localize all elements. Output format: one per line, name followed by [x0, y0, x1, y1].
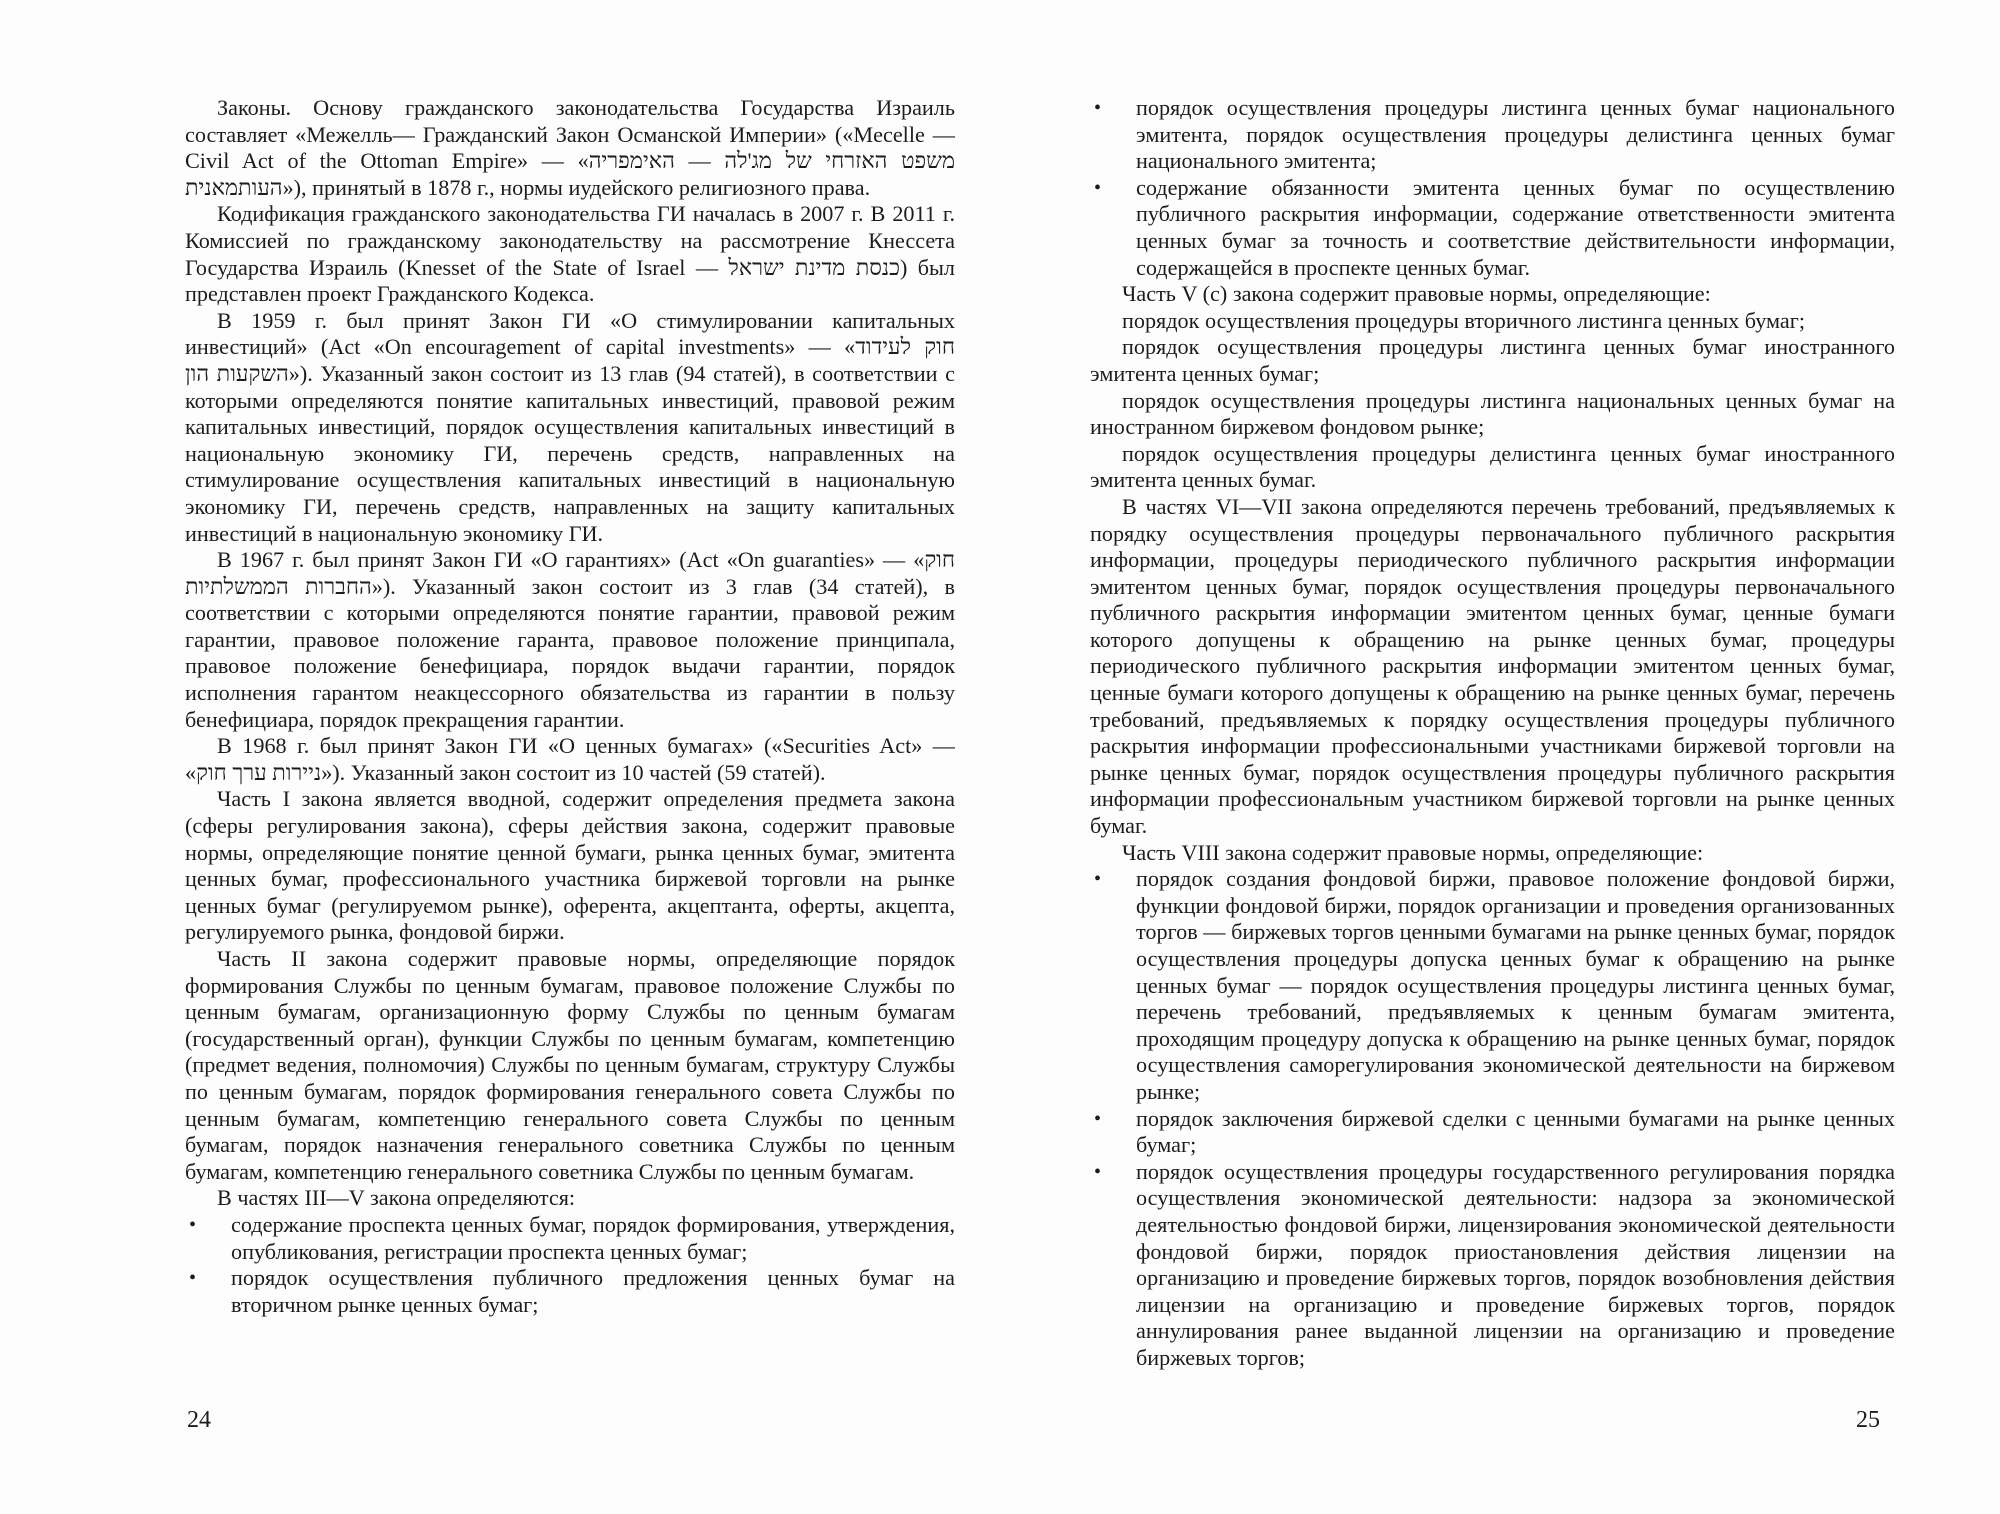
paragraph: В 1959 г. был принят Закон ГИ «О стимулировании капитальных инвестиций» (Act «On encouragement of capital investments» — «חוק לעידוד השקעות הון»). Указанный закон состоит из 13 глав (94 статей), в соответствии с которыми определяются понятие капитальных инвестиций, правовой режим капитальных инвестиций, порядок осуществления капитальных инвестиций в национальную экономику ГИ, перечень средств, направленных на стимулирование осуществления капитальных инвестиций в национальную экономику ГИ, перечень средств, направленных на защиту капитальных инвестиций в национальную экономику ГИ.: [185, 307, 955, 546]
bullet-list: [185, 1212, 955, 1318]
paragraph: В частях III—V закона определяются:: [217, 1185, 576, 1211]
left-page: [185, 95, 955, 1318]
paragraph: В частях VI—VII закона определяются перечень требований, предъявляемых к порядку осуществления процедуры первоначального публичного раскрытия информации, процедуры периодического публичного раскрытия информации эмитентом ценных бумаг, порядок осуществления процедуры первоначального публичного раскрытия информации эмитентом ценных бумаг, ценные бумаги которого допущены к обращению на рынке ценных бумаг, процедуры периодического публичного раскрытия информации эмитентом ценных бумаг, ценные бумаги которого допущены к обращению на рынке ценных бумаг, перечень требований, предъявляемых к порядку осуществления процедуры публичного раскрытия информации профессиональными участниками биржевой торговли на рынке ценных бумаг, порядок осуществления процедуры публичного раскрытия информации профессиональным участником биржевой торговли на рынке ценных бумаг.: [1090, 493, 1895, 839]
bullet-list: [1090, 866, 1895, 1371]
paragraph: порядок осуществления процедуры делистинга ценных бумаг иностранного эмитента ценных бумаг.: [1090, 440, 1895, 493]
paragraph: В 1968 г. был принят Закон ГИ «О ценных бумагах» («Securities Act» — «ניירות ערך חוק»). Указанный закон состоит из 10 частей (59 статей).: [185, 733, 955, 785]
list-item: • содержание проспекта ценных бумаг, порядок формирования, утверждения, опубликования, регистрации проспекта ценных бумаг;: [185, 1212, 955, 1265]
list-item: • порядок создания фондовой биржи, правовое положение фондовой биржи, функции фондовой биржи, порядок организации и проведения организованных торгов — биржевых торгов ценными бумагами на рынке ценных бумаг, порядок осуществления процедуры допуска ценных бумаг к обращению на рынке ценных бумаг — порядок осуществления процедуры листинга ценных бумаг, перечень требований, предъявляемых к ценным бумагам эмитента, проходящим процедуру допуска к обращению на рынке ценных бумаг, порядок осуществления саморегулирования экономической деятельности на биржевом рынке;: [1090, 866, 1895, 1105]
list-item: • порядок заключения биржевой сделки с ценными бумагами на рынке ценных бумаг;: [1090, 1106, 1895, 1159]
paragraph: Часть VIII закона содержит правовые нормы, определяющие:: [1122, 839, 1704, 865]
paragraph: порядок осуществления процедуры листинга ценных бумаг иностранного эмитента ценных бумаг;: [1090, 334, 1895, 386]
list-item: • порядок осуществления процедуры листинга ценных бумаг национального эмитента, порядок осуществления процедуры делистинга ценных бумаг национального эмитента;: [1090, 95, 1895, 175]
list-item: • содержание обязанности эмитента ценных бумаг по осуществлению публичного раскрытия информации, содержание ответственности эмитента ценных бумаг за точность и соответствие действительности информации, содержащейся в проспекте ценных бумаг.: [1090, 175, 1895, 281]
list-item: • порядок осуществления процедуры государственного регулирования порядка осуществления экономической деятельности: надзора за экономической деятельностью фондовой биржи, лицензирования экономической деятельности фондовой биржи, порядок приостановления действия лицензии на организацию и проведение биржевых торгов, порядок возобновления действия лицензии на организацию и проведение биржевых торгов, порядок аннулирования ранее выданной лицензии на организацию и проведение биржевых торгов;: [1090, 1159, 1895, 1372]
bullet-list: [1090, 95, 1895, 281]
paragraph: Часть V (c) закона содержит правовые нормы, определяющие:: [1122, 281, 1711, 307]
paragraph: Часть I закона является вводной, содержит определения предмета закона (сферы регулирования закона), сферы действия закона, содержит правовые нормы, определяющие понятие ценной бумаги, рынка ценных бумаг, эмитента ценных бумаг, профессионального участника биржевой торговли на рынке ценных бумаг (регулируемом рынке), оферента, акцептанта, оферты, акцепта, регулируемого рынка, фондовой биржи.: [185, 786, 955, 945]
right-page: [1090, 95, 1895, 1372]
paragraph: Часть II закона содержит правовые нормы, определяющие порядок формирования Службы по ценным бумагам, правовое положение Службы по ценным бумагам, организационную форму Службы по ценным бумагам (государственный орган), функции Службы по ценным бумагам, компетенцию (предмет ведения, полномочия) Службы по ценным бумагам, структуру Службы по ценным бумагам, порядок формирования генерального совета Службы по ценным бумагам, компетенцию генерального совета Службы по ценным бумагам, порядок назначения генерального советника Службы по ценным бумагам, компетенцию генерального советника Службы по ценным бумагам.: [185, 946, 955, 1184]
paragraph: порядок осуществления процедуры листинга национальных ценных бумаг на иностранном биржевом фондовом рынке;: [1090, 387, 1895, 440]
paragraph: Кодификация гражданского законодательства ГИ началась в 2007 г. В 2011 г. Комиссией по гражданскому законодательству на рассмотрение Кнессета Государства Израиль (Knesset of the State of Israel — כנסת מדינת ישראל) был представлен проект Гражданского Кодекса.: [185, 201, 955, 307]
paragraph: Законы. Основу гражданского законодательства Государства Израиль составляет «Межелль— Гражданский Закон Османской Империи» («Mecelle — Civil Act of the Ottoman Empire» — «משפט האזרחי של מג'לה — האימפריה העותמאנית»), принятый в 1878 г., нормы иудейского религиозного права.: [185, 95, 955, 200]
paragraph: порядок осуществления процедуры вторичного листинга ценных бумаг;: [1122, 307, 1806, 333]
paragraph: В 1967 г. был принят Закон ГИ «О гарантиях» (Act «On guaranties» — «חוק החברות הממשלתיות»). Указанный закон состоит из 3 глав (34 статей), в соответствии с которыми определяются понятие гарантии, правовой режим гарантии, правовое положение гаранта, правовое положение принципала, правовое положение бенефициара, порядок выдачи гарантии, порядок исполнения гарантом неакцессорного обязательства из гарантии в пользу бенефициара, порядок прекращения гарантии.: [185, 547, 955, 732]
list-item: • порядок осуществления публичного предложения ценных бумаг на вторичном рынке ценных бумаг;: [185, 1265, 955, 1318]
page-number-left: 24: [187, 1407, 211, 1433]
page-number-right: 25: [1856, 1407, 1880, 1433]
